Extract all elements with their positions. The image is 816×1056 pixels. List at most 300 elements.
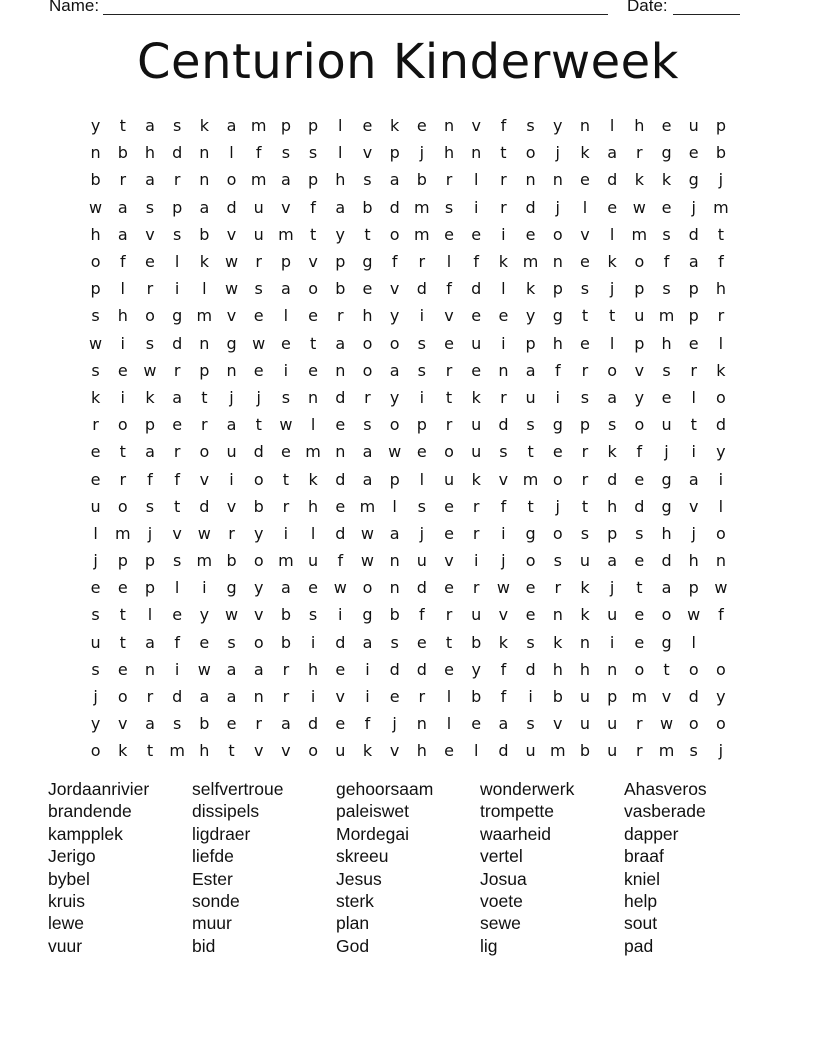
word-list-item: Ester — [192, 868, 233, 889]
grid-letter: w — [360, 523, 375, 543]
grid-letter: r — [636, 741, 643, 761]
grid-letter: r — [581, 442, 589, 462]
grid-letter: e — [253, 360, 264, 380]
grid-letter: w — [388, 442, 402, 462]
grid-letter: r — [581, 360, 589, 380]
grid-letter: o — [308, 279, 318, 299]
grid-letter: h — [552, 333, 563, 353]
grid-letter: r — [445, 605, 453, 625]
grid-letter: m — [196, 551, 213, 571]
grid-letter: b — [471, 632, 482, 652]
grid-letter: o — [552, 469, 563, 489]
grid-letter: l — [229, 143, 234, 163]
grid-letter: j — [718, 741, 724, 761]
grid-letter: e — [525, 578, 536, 598]
word-list-item: God — [336, 935, 370, 956]
grid-letter: e — [444, 333, 454, 353]
grid-letter: d — [335, 523, 346, 543]
grid-letter: r — [173, 360, 181, 380]
grid-letter: k — [390, 116, 400, 136]
grid-letter — [707, 629, 734, 656]
grid-letter: u — [443, 469, 455, 489]
grid-letter: n — [335, 442, 346, 462]
grid-letter: a — [199, 687, 210, 707]
grid-letter: p — [389, 469, 400, 489]
grid-letter: l — [691, 387, 696, 407]
grid-letter: y — [525, 306, 536, 326]
grid-letter: r — [472, 523, 480, 543]
grid-letter: o — [607, 360, 618, 380]
grid-letter: o — [253, 469, 264, 489]
grid-letter: b — [416, 170, 427, 190]
grid-letter: m — [250, 116, 267, 136]
grid-letter: g — [661, 469, 672, 489]
grid-letter: p — [552, 279, 563, 299]
grid-letter: n — [389, 578, 400, 598]
grid-letter: e — [90, 442, 101, 462]
grid-letter: d — [253, 442, 264, 462]
grid-letter: u — [579, 551, 591, 571]
grid-letter: e — [661, 116, 672, 136]
grid-letter: y — [90, 714, 101, 734]
grid-letter: d — [335, 387, 346, 407]
grid-letter: j — [419, 143, 425, 163]
grid-letter: u — [471, 605, 482, 625]
grid-letter: k — [90, 387, 101, 407]
grid-letter: w — [714, 578, 728, 598]
grid-letter: e — [444, 496, 454, 516]
grid-letter: k — [716, 360, 726, 380]
grid-letter: f — [419, 605, 425, 625]
grid-letter: b — [253, 496, 264, 516]
grid-letter: e — [308, 360, 319, 380]
grid-letter: r — [336, 306, 344, 326]
grid-letter: l — [609, 333, 615, 353]
grid-letter: l — [174, 578, 180, 598]
grid-letter: o — [444, 442, 454, 462]
grid-letter: n — [199, 170, 210, 190]
grid-letter: m — [658, 306, 675, 326]
grid-letter: e — [471, 306, 482, 326]
grid-letter: p — [688, 578, 699, 598]
grid-letter: n — [715, 551, 726, 571]
grid-letter: g — [661, 632, 672, 652]
grid-letter: v — [634, 360, 645, 380]
grid-letter: h — [199, 741, 210, 761]
grid-letter: o — [145, 306, 155, 326]
grid-letter: r — [92, 415, 99, 435]
grid-letter: g — [226, 333, 237, 353]
grid-letter: b — [552, 687, 563, 707]
grid-letter: i — [501, 224, 506, 244]
grid-letter: s — [417, 496, 427, 516]
grid-letter: l — [718, 333, 724, 353]
grid-letter: y — [716, 442, 726, 462]
grid-letter: k — [607, 252, 617, 272]
word-list-item: brandende — [48, 801, 132, 822]
grid-letter: p — [607, 687, 618, 707]
grid-letter: h — [335, 170, 346, 190]
grid-letter: f — [718, 252, 724, 272]
grid-letter: u — [308, 551, 319, 571]
grid-letter: v — [444, 306, 454, 326]
grid-letter: l — [582, 197, 588, 217]
grid-letter: n — [416, 714, 427, 734]
grid-letter: e — [172, 605, 183, 625]
grid-letter: b — [471, 687, 482, 707]
date-label: Date: — [627, 0, 668, 15]
grid-letter: i — [473, 197, 479, 217]
grid-letter: e — [444, 578, 454, 598]
grid-letter: h — [362, 306, 373, 326]
date-field-line[interactable] — [673, 14, 740, 15]
grid-letter: s — [607, 415, 617, 435]
grid-letter: r — [119, 170, 127, 190]
grid-letter: n — [498, 360, 509, 380]
grid-letter: i — [718, 469, 724, 489]
grid-letter: e — [90, 469, 101, 489]
grid-letter: y — [389, 387, 400, 407]
grid-letter: s — [145, 496, 155, 516]
grid-letter: l — [120, 279, 125, 299]
grid-letter: k — [525, 279, 536, 299]
grid-letter: o — [117, 496, 128, 516]
grid-letter: u — [607, 714, 618, 734]
grid-letter: m — [196, 306, 213, 326]
grid-letter: p — [607, 523, 618, 543]
grid-letter: d — [607, 469, 618, 489]
grid-letter: o — [90, 252, 101, 272]
grid-letter: i — [283, 360, 289, 380]
grid-letter: e — [471, 714, 482, 734]
grid-letter: l — [174, 252, 180, 272]
word-list-column — [192, 778, 336, 957]
grid-letter: r — [282, 687, 290, 707]
grid-letter: y — [471, 659, 481, 679]
grid-letter: t — [527, 496, 534, 516]
grid-letter: l — [392, 496, 397, 516]
grid-letter: o — [661, 605, 672, 625]
grid-letter: e — [634, 469, 645, 489]
word-list-item: lewe — [48, 913, 84, 934]
grid-letter: o — [117, 687, 128, 707]
grid-letter: r — [146, 279, 154, 299]
grid-letter: v — [688, 496, 699, 516]
grid-letter: o — [688, 714, 699, 734]
grid-letter: v — [281, 741, 291, 761]
grid-letter: d — [498, 415, 509, 435]
grid-letter: k — [118, 741, 128, 761]
grid-letter: t — [636, 578, 643, 598]
grid-letter: s — [281, 143, 291, 163]
grid-letter: i — [419, 306, 425, 326]
grid-letter: b — [715, 143, 726, 163]
grid-letter: l — [202, 279, 207, 299]
grid-letter: l — [310, 523, 316, 543]
word-list-item: sterk — [336, 890, 374, 911]
grid-letter: e — [444, 224, 454, 244]
grid-letter: d — [335, 469, 346, 489]
grid-letter: s — [635, 523, 644, 543]
grid-letter: v — [253, 605, 264, 625]
grid-letter: v — [118, 714, 128, 734]
grid-letter: m — [278, 224, 294, 244]
grid-letter: s — [145, 333, 155, 353]
grid-letter: t — [201, 387, 208, 407]
grid-letter: u — [253, 197, 264, 217]
grid-letter: s — [444, 197, 454, 217]
grid-letter: e — [634, 632, 645, 652]
grid-letter: u — [471, 333, 482, 353]
grid-letter: n — [90, 143, 101, 163]
grid-letter: s — [172, 224, 182, 244]
grid-letter: i — [120, 387, 125, 407]
grid-letter: a — [281, 170, 291, 190]
grid-letter: p — [280, 116, 291, 136]
grid-letter: a — [607, 387, 618, 407]
grid-letter: y — [634, 387, 645, 407]
grid-letter: t — [309, 224, 317, 244]
grid-letter: e — [172, 415, 183, 435]
grid-letter: o — [634, 415, 645, 435]
grid-letter: e — [471, 360, 482, 380]
grid-letter: t — [146, 741, 154, 761]
grid-letter: m — [359, 496, 376, 516]
grid-letter: d — [634, 496, 645, 516]
grid-letter: t — [282, 469, 290, 489]
grid-letter: n — [552, 605, 563, 625]
grid-letter: s — [172, 714, 182, 734]
grid-letter: d — [715, 415, 726, 435]
grid-letter: b — [280, 632, 291, 652]
grid-letter: e — [280, 442, 291, 462]
grid-letter: r — [581, 469, 589, 489]
grid-letter: h — [688, 551, 699, 571]
grid-letter: a — [281, 578, 291, 598]
grid-letter: u — [634, 306, 645, 326]
grid-letter: h — [90, 224, 101, 244]
grid-letter: e — [580, 333, 590, 353]
grid-letter: e — [335, 659, 346, 679]
grid-letter: i — [555, 387, 560, 407]
grid-letter: h — [607, 496, 618, 516]
grid-letter: w — [252, 333, 266, 353]
grid-letter: j — [229, 387, 234, 407]
grid-letter: k — [498, 632, 509, 652]
word-list-item: vuur — [48, 935, 83, 956]
grid-letter: r — [201, 415, 208, 435]
grid-letter: a — [335, 197, 346, 217]
word-list-item: waarheid — [480, 823, 552, 844]
grid-letter: s — [662, 360, 671, 380]
grid-letter: d — [308, 714, 319, 734]
grid-letter: k — [580, 605, 590, 625]
grid-letter: e — [634, 605, 645, 625]
grid-letter: a — [498, 714, 509, 734]
grid-letter: l — [609, 116, 615, 136]
grid-letter: e — [253, 306, 264, 326]
grid-letter: h — [416, 741, 427, 761]
grid-letter: p — [308, 116, 319, 136]
grid-letter: p — [144, 578, 156, 598]
grid-letter: a — [525, 360, 536, 380]
grid-letter: b — [280, 605, 291, 625]
grid-letter: e — [117, 578, 128, 598]
grid-letter: i — [174, 279, 180, 299]
grid-letter: w — [279, 415, 293, 435]
grid-letter: n — [226, 360, 237, 380]
grid-letter: o — [90, 741, 101, 761]
grid-letter: k — [498, 252, 509, 272]
word-list — [48, 778, 768, 957]
grid-letter: r — [636, 143, 643, 163]
grid-letter: e — [362, 116, 373, 136]
grid-letter: n — [199, 143, 210, 163]
grid-letter: a — [389, 523, 400, 543]
grid-letter: g — [688, 170, 699, 190]
grid-letter: f — [255, 143, 262, 163]
grid-letter: r — [228, 523, 235, 543]
grid-letter: d — [199, 496, 210, 516]
word-list-item: lig — [480, 935, 498, 956]
grid-letter: e — [580, 170, 590, 190]
grid-letter: a — [145, 632, 155, 652]
grid-letter: k — [362, 741, 373, 761]
grid-letter: p — [634, 279, 645, 299]
grid-letter: u — [471, 415, 482, 435]
grid-letter: f — [500, 496, 507, 516]
word-list-item: gehoorsaam — [336, 779, 434, 799]
grid-letter: f — [554, 360, 561, 380]
word-list-column — [336, 778, 480, 957]
grid-letter: i — [691, 442, 696, 462]
grid-letter: s — [308, 143, 318, 163]
grid-letter: s — [417, 333, 427, 353]
grid-letter: p — [688, 306, 699, 326]
grid-letter: w — [360, 551, 375, 571]
grid-letter: n — [389, 551, 400, 571]
grid-letter: w — [632, 197, 646, 217]
grid-letter: l — [473, 741, 479, 761]
grid-letter: k — [199, 252, 209, 272]
grid-letter: e — [525, 224, 536, 244]
name-field-line[interactable] — [103, 14, 608, 15]
grid-letter: o — [362, 360, 373, 380]
grid-letter: v — [553, 714, 563, 734]
grid-letter: t — [445, 632, 453, 652]
word-list-item: vertel — [480, 846, 523, 867]
grid-letter: m — [522, 252, 539, 272]
grid-letter: y — [553, 116, 563, 136]
word-list-item: dissipels — [192, 801, 260, 822]
grid-letter: j — [691, 523, 696, 543]
grid-letter: e — [335, 496, 346, 516]
grid-letter: d — [525, 659, 536, 679]
grid-letter: e — [444, 741, 454, 761]
grid-letter: d — [172, 333, 183, 353]
grid-letter: e — [416, 632, 427, 652]
grid-letter: e — [226, 714, 237, 734]
grid-letter: g — [552, 415, 563, 435]
grid-letter: s — [91, 605, 100, 625]
grid-letter: y — [716, 687, 726, 707]
grid-letter: s — [227, 632, 236, 652]
grid-letter: f — [718, 605, 724, 625]
grid-letter: i — [310, 632, 316, 652]
grid-letter: w — [496, 578, 510, 598]
grid-letter: v — [471, 116, 481, 136]
grid-letter: j — [609, 279, 615, 299]
grid-letter: w — [224, 279, 239, 299]
grid-letter: d — [525, 197, 536, 217]
grid-letter: w — [89, 333, 103, 353]
word-list-item: liefde — [192, 846, 234, 867]
word-list-item: vasberade — [624, 801, 706, 822]
grid-letter: v — [172, 523, 182, 543]
grid-letter: d — [389, 659, 400, 679]
grid-letter: u — [579, 714, 591, 734]
grid-letter: g — [172, 306, 183, 326]
grid-letter: t — [500, 143, 507, 163]
grid-letter: d — [471, 279, 482, 299]
grid-letter: f — [119, 252, 126, 272]
grid-letter: n — [579, 632, 591, 652]
grid-letter: d — [335, 632, 346, 652]
page-title: Centurion Kinderweek — [137, 34, 679, 90]
grid-letter: a — [362, 632, 373, 652]
grid-letter: i — [338, 605, 343, 625]
grid-letter: d — [226, 197, 237, 217]
word-search-grid — [82, 112, 735, 765]
grid-letter: n — [607, 659, 618, 679]
grid-letter: l — [419, 469, 425, 489]
grid-letter: r — [173, 170, 181, 190]
grid-letter: i — [501, 333, 506, 353]
grid-letter: w — [224, 605, 239, 625]
grid-letter: j — [691, 197, 696, 217]
grid-letter: e — [362, 279, 373, 299]
grid-letter: t — [119, 442, 126, 462]
word-list-column — [480, 778, 624, 957]
word-list-item: sonde — [192, 890, 240, 911]
grid-letter: l — [338, 143, 343, 163]
grid-letter: e — [90, 578, 101, 598]
grid-letter: e — [416, 116, 427, 136]
grid-letter: a — [688, 252, 699, 272]
grid-letter: i — [202, 578, 207, 598]
grid-letter: n — [443, 116, 455, 136]
grid-letter: k — [634, 170, 644, 190]
grid-letter: b — [90, 170, 101, 190]
word-list-column — [48, 778, 192, 957]
word-list-item: dapper — [624, 823, 679, 844]
grid-letter: f — [500, 687, 507, 707]
grid-letter: j — [392, 714, 397, 734]
grid-letter: v — [335, 687, 346, 707]
grid-letter: p — [389, 143, 400, 163]
grid-letter: m — [549, 741, 566, 761]
grid-letter: k — [471, 387, 481, 407]
grid-letter: s — [526, 116, 535, 136]
grid-letter: o — [716, 714, 726, 734]
grid-letter: y — [90, 116, 101, 136]
grid-letter: r — [472, 496, 480, 516]
grid-letter: j — [555, 197, 560, 217]
grid-letter: u — [335, 741, 346, 761]
grid-letter: j — [93, 687, 98, 707]
grid-letter: a — [362, 469, 373, 489]
grid-letter: i — [283, 523, 289, 543]
